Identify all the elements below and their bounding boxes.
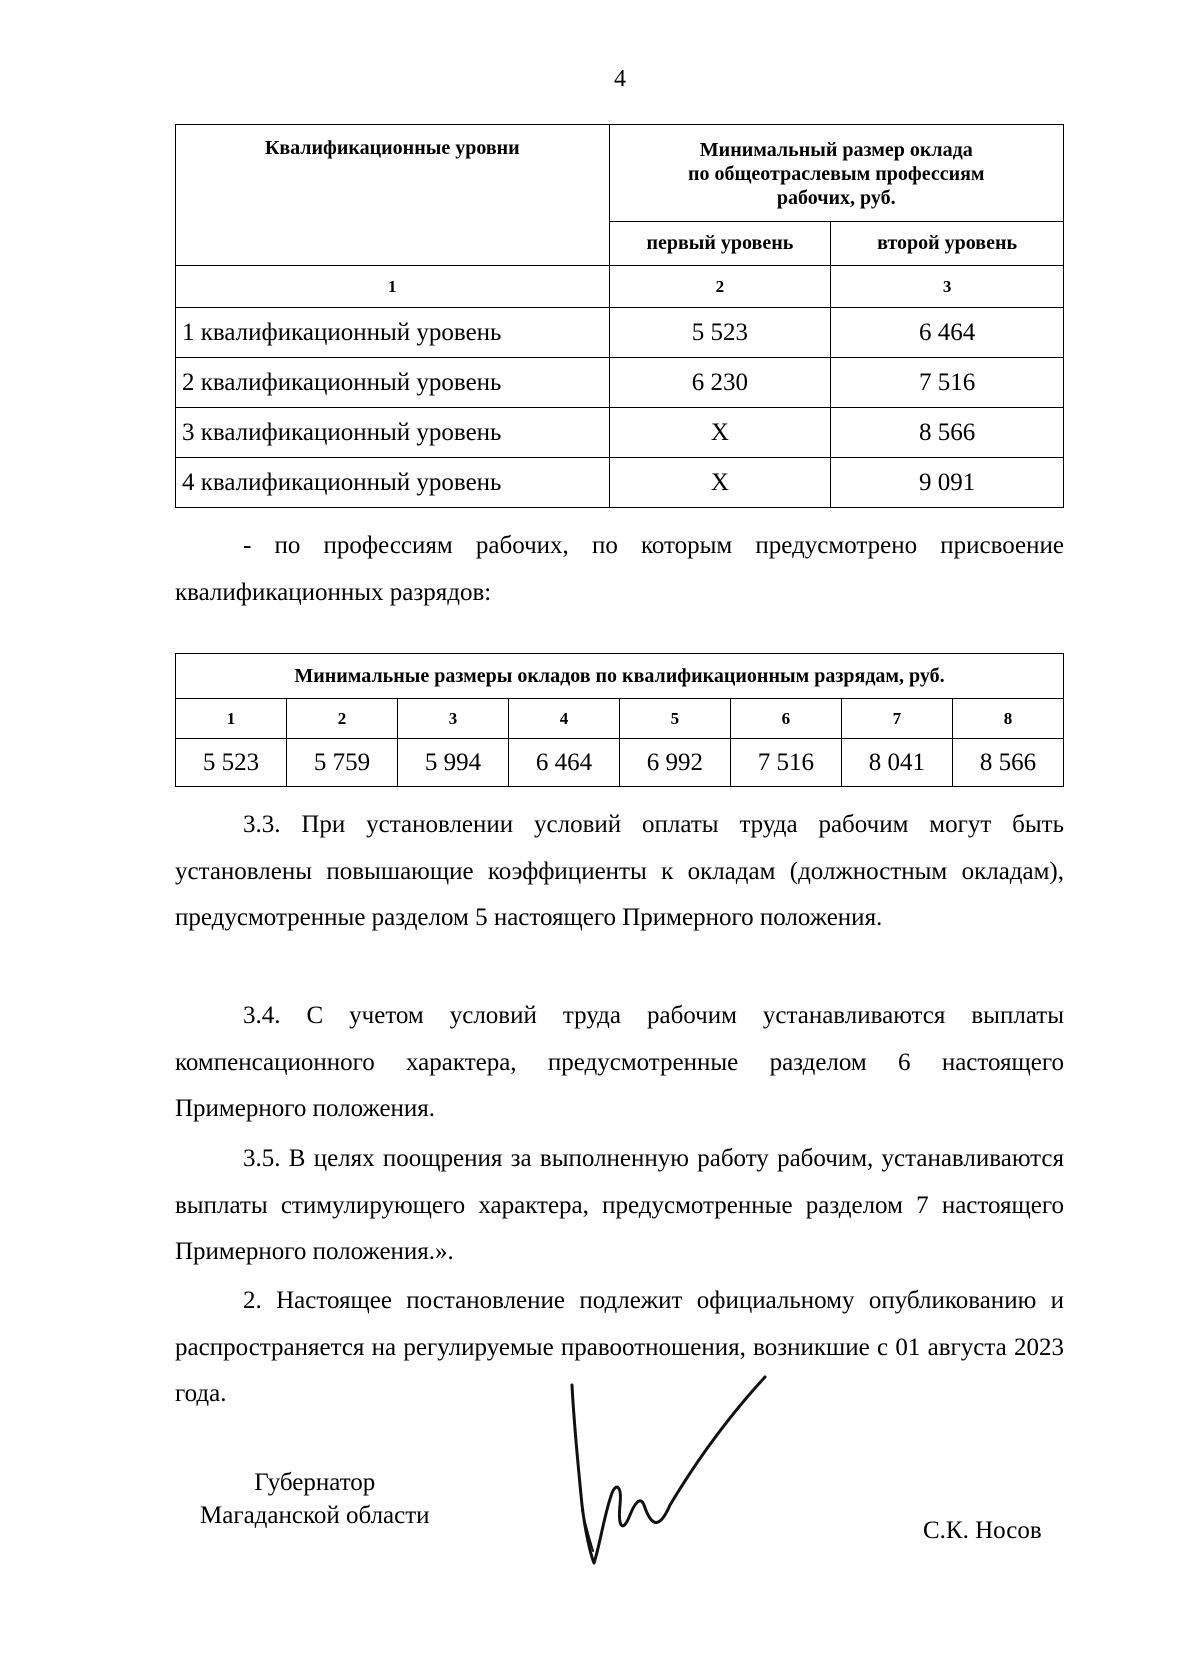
grade-salary-value: 5 523	[176, 739, 287, 787]
paragraph-3-3: 3.3. При установлении условий оплаты труда рабочим могут быть установлены повышающие коэффициенты к окладам (должностным окладам), предусмотренные разделом 5 настоящего Примерного положения.	[175, 811, 1064, 931]
grades-table-caption: Минимальные размеры окладов по квалификационным разрядам, руб.	[176, 654, 1064, 699]
second-level-value: 8 566	[831, 408, 1064, 458]
paragraph-3-5: 3.5. В целях поощрения за выполненную работу рабочим, устанавливаются выплаты стимулирующего характера, предусмотренные разделом 7 настоящего Примерного положения.».	[175, 1145, 1064, 1265]
row-label: 1 квалификационный уровень	[176, 308, 610, 358]
second-level-value: 7 516	[831, 358, 1064, 408]
second-level-value: 9 091	[831, 458, 1064, 508]
first-level-value: 5 523	[609, 308, 831, 358]
table-row	[176, 358, 1064, 408]
grade-salary-value: 8 566	[952, 739, 1063, 787]
grade-number: 7	[841, 699, 952, 739]
grade-salary-value: 7 516	[730, 739, 841, 787]
first-level-value: 6 230	[609, 358, 831, 408]
paragraph-3-4: 3.4. С учетом условий труда рабочим устанавливаются выплаты компенсационного характера, предусмотренные разделом 6 настоящего Примерного положения.	[175, 1002, 1064, 1122]
grade-number: 4	[508, 699, 619, 739]
first-level-value: Х	[609, 458, 831, 508]
header-minimum-salary-line: рабочих, руб.	[776, 187, 896, 209]
header-minimum-salary-line: по общеотраслевым профессиям	[687, 163, 985, 185]
signatory-title-line: Магаданской области	[200, 1502, 430, 1529]
row-label: 2 квалификационный уровень	[176, 358, 610, 408]
table-row	[176, 308, 1064, 358]
grade-salary-value: 6 464	[508, 739, 619, 787]
grade-number: 3	[397, 699, 508, 739]
grade-salary-value: 5 994	[397, 739, 508, 787]
table-row	[176, 458, 1064, 508]
grade-number: 2	[286, 699, 397, 739]
grade-salary-value: 6 992	[619, 739, 730, 787]
handwritten-signature	[560, 1355, 820, 1575]
header-minimum-salary	[609, 125, 1063, 222]
qualification-grades-table	[175, 653, 1064, 787]
grade-salary-value: 5 759	[286, 739, 397, 787]
grade-number: 1	[176, 699, 287, 739]
column-number: 1	[176, 266, 610, 308]
subheader-first-level: первый уровень	[609, 222, 831, 266]
grade-number: 8	[952, 699, 1063, 739]
qualification-levels-table	[175, 124, 1064, 508]
subheader-second-level: второй уровень	[831, 222, 1064, 266]
page-number: 4	[614, 66, 626, 92]
header-qualification-levels: Квалификационные уровни	[176, 125, 610, 266]
second-level-value: 6 464	[831, 308, 1064, 358]
column-number: 2	[609, 266, 831, 308]
column-number: 3	[831, 266, 1064, 308]
paragraph-2: 2. Настоящее постановление подлежит официальному опубликованию и распространяется на регулируемые правоотношения, возникшие с 01 августа 2023 года.	[175, 1287, 1064, 1407]
grade-number: 6	[730, 699, 841, 739]
signatory-name: С.К. Носов	[923, 1517, 1042, 1544]
intro-paragraph: - по профессиям рабочих, по которым предусмотрено присвоение квалификационных разрядов:	[175, 532, 1064, 606]
row-label: 3 квалификационный уровень	[176, 408, 610, 458]
grade-number: 5	[619, 699, 730, 739]
row-label: 4 квалификационный уровень	[176, 458, 610, 508]
grade-salary-value: 8 041	[841, 739, 952, 787]
table-row	[176, 408, 1064, 458]
first-level-value: Х	[609, 408, 831, 458]
signatory-title	[200, 1466, 430, 1532]
signatory-title-line: Губернатор	[254, 1469, 376, 1496]
header-minimum-salary-line: Минимальный размер оклада	[699, 139, 973, 161]
